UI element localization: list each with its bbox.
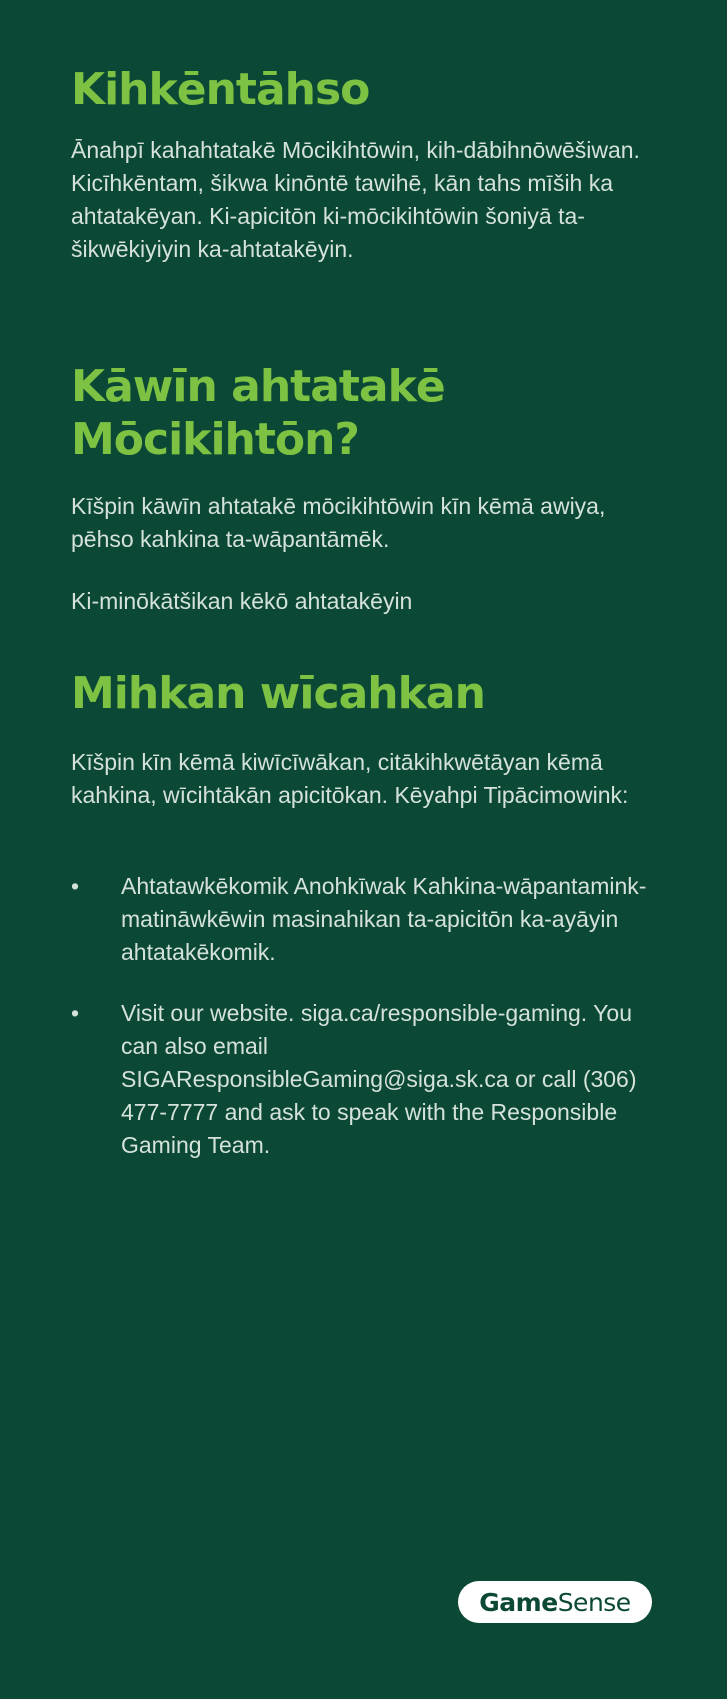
list-item-text: Visit our website. siga.ca/responsible-gaming. You can also email SIGAResponsibleGaming@siga.sk.ca or call (306) 477-7777 and ask to speak with the Responsible Gaming Team.: [121, 1000, 637, 1158]
gamesense-logo: [458, 1581, 652, 1623]
question-paragraph: Kīšpin kāwīn ahtatakē mōcikihtōwin kīn kēmā awiya, pēhso kahkina ta-wāpantāmēk.: [71, 493, 606, 552]
question-heading: Kāwīn ahtatakē Mōcikihtōn?: [71, 361, 445, 465]
intro-heading: Kihkēntāhso: [71, 64, 370, 115]
help-list: [71, 870, 661, 1190]
list-item: [71, 870, 661, 969]
bullet-icon: •: [71, 873, 80, 899]
bullet-icon: •: [71, 1000, 80, 1026]
intro-paragraph: Ānahpī kahahtatakē Mōcikihtōwin, kih-dābihnōwēšiwan. Kicīhkēntam, šikwa kinōntē tawihē, kān tahs mīših ka ahtatakēyan. Ki-apicitōn ki-mōcikihtōwin šoniyā ta- šikwēkiyiyin ka-ahtatakēyin.: [71, 137, 640, 262]
logo-game-text: Game: [479, 1587, 558, 1617]
help-heading: Mihkan wīcahkan: [71, 668, 485, 719]
logo-sense-text: Sense: [557, 1587, 631, 1617]
question-note: Ki-minōkātšikan kēkō ahtatakēyin: [71, 588, 413, 614]
list-item: [71, 997, 661, 1162]
list-item-text: Ahtatawkēkomik Anohkīwak Kahkina-wāpantamink-matināwkēwin masinahikan ta-apicitōn ka-ayāyin ahtatakēkomik.: [121, 873, 647, 965]
help-paragraph: Kīšpin kīn kēmā kiwīcīwākan, citākihkwētāyan kēmā kahkina, wīcihtākān apicitōkan. Kēyahpi Tipācimowink:: [71, 749, 629, 808]
